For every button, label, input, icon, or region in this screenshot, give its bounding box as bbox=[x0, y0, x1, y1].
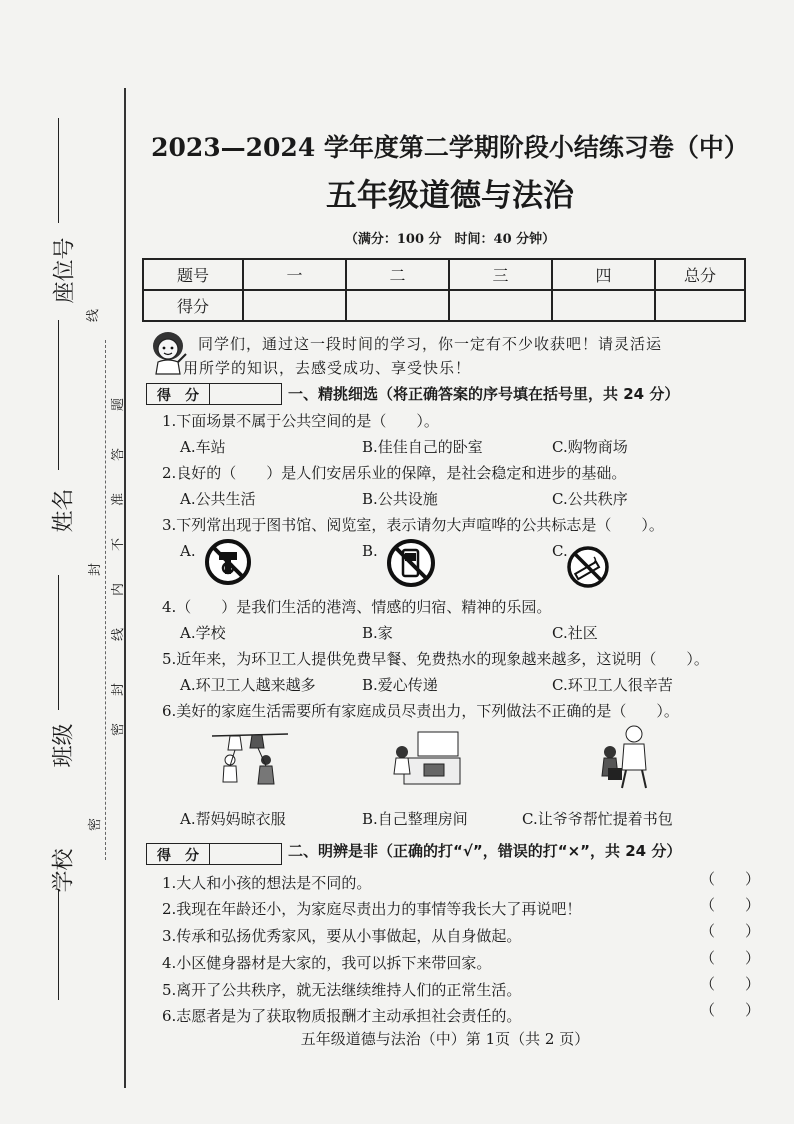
option-1b[interactable]: B.佳佳自己的卧室 bbox=[362, 438, 483, 456]
score-input-cell[interactable] bbox=[243, 290, 346, 321]
score-table-cell: 二 bbox=[346, 259, 449, 290]
seal-char: 准 bbox=[111, 492, 127, 507]
question-5: 5.近年来，为环卫工人提供免费早餐、免费热水的现象越来越多，这说明（ ）。 bbox=[162, 650, 709, 668]
intro-line: 同学们，通过这一段时间的学习，你一定有不少收获吧！请灵活运 bbox=[198, 335, 663, 353]
name-blank bbox=[58, 320, 59, 470]
school-label: 学校 bbox=[51, 848, 77, 893]
score-table bbox=[142, 258, 746, 322]
option-3a[interactable]: A. bbox=[180, 542, 196, 560]
exam-meta: （满分：100 分 时间：40 分钟） bbox=[344, 232, 556, 247]
intro-text bbox=[183, 332, 758, 380]
tidying-room-illustration[interactable] bbox=[388, 728, 464, 798]
answer-paren-2[interactable]: （ ） bbox=[700, 896, 761, 914]
seat-number-blank bbox=[58, 118, 59, 223]
grandpa-carrying-bag-illustration[interactable] bbox=[594, 722, 660, 796]
option-5b[interactable]: B.爱心传递 bbox=[362, 676, 438, 694]
judge-item-1: 1.大人和小孩的想法是不同的。 bbox=[162, 874, 372, 892]
seal-char: 封 bbox=[88, 562, 104, 577]
option-3b[interactable]: B. bbox=[362, 542, 378, 560]
seal-char: 线 bbox=[86, 308, 102, 323]
score-table-score-row bbox=[143, 290, 745, 321]
binding-line-dashed bbox=[105, 340, 106, 860]
page-footer: 五年级道德与法治（中）第 1页（共 2 页） bbox=[300, 1030, 590, 1048]
judge-item-2: 2.我现在年龄还小，为家庭尽责出力的事情等我长大了再说吧！ bbox=[162, 900, 582, 918]
answer-paren-5[interactable]: （ ） bbox=[700, 975, 761, 993]
judge-item-6: 6.志愿者是为了获取物质报酬才主动承担社会责任的。 bbox=[162, 1007, 522, 1025]
score-table-cell: 得分 bbox=[143, 290, 243, 321]
option-2b[interactable]: B.公共设施 bbox=[362, 490, 438, 508]
option-4a[interactable]: A.学校 bbox=[180, 624, 226, 642]
class-label: 班级 bbox=[51, 723, 77, 768]
option-4b[interactable]: B.家 bbox=[362, 624, 393, 642]
question-4: 4.（ ）是我们生活的港湾、情感的归宿、精神的乐园。 bbox=[162, 598, 552, 616]
score-table-cell: 一 bbox=[243, 259, 346, 290]
answer-paren-6[interactable]: （ ） bbox=[700, 1001, 761, 1019]
judge-item-4: 4.小区健身器材是大家的，我可以拆下来带回家。 bbox=[162, 954, 492, 972]
no-smoking-sign-icon[interactable] bbox=[566, 545, 610, 593]
no-phone-calling-sign-icon[interactable] bbox=[204, 538, 252, 590]
hanging-clothes-illustration[interactable] bbox=[210, 730, 290, 794]
score-input-cell[interactable] bbox=[449, 290, 552, 321]
option-5c[interactable]: C.环卫工人很辛苦 bbox=[552, 676, 673, 694]
question-6: 6.美好的家庭生活需要所有家庭成员尽责出力，下列做法不正确的是（ ）。 bbox=[162, 702, 679, 720]
class-blank bbox=[58, 575, 59, 710]
seat-number-label: 座位号 bbox=[52, 237, 78, 304]
score-table-cell: 总分 bbox=[655, 259, 745, 290]
intro-line: 用所学的知识，去感受成功、享受快乐！ bbox=[183, 359, 472, 377]
answer-paren-4[interactable]: （ ） bbox=[700, 949, 761, 967]
name-label: 姓名 bbox=[51, 488, 77, 533]
question-1: 1.下面场景不属于公共空间的是（ ）。 bbox=[162, 412, 439, 430]
score-input-cell[interactable] bbox=[552, 290, 655, 321]
score-table-cell: 三 bbox=[449, 259, 552, 290]
seal-char: 题 bbox=[111, 397, 127, 412]
option-6c[interactable]: C.让爷爷帮忙提着书包 bbox=[522, 810, 673, 828]
option-5a[interactable]: A.环卫工人越来越多 bbox=[180, 676, 316, 694]
school-blank bbox=[58, 890, 59, 1000]
option-6b[interactable]: B.自己整理房间 bbox=[362, 810, 468, 828]
option-1a[interactable]: A.车站 bbox=[180, 438, 226, 456]
seal-char: 密 bbox=[88, 817, 104, 832]
seal-char: 封 bbox=[111, 682, 127, 697]
option-2c[interactable]: C.公共秩序 bbox=[552, 490, 628, 508]
option-2a[interactable]: A.公共生活 bbox=[180, 490, 256, 508]
section2-title: 二、明辨是非（正确的打“√”，错误的打“×”，共 24 分） bbox=[288, 842, 682, 860]
section2-score-box[interactable] bbox=[146, 843, 282, 865]
seal-char: 密 bbox=[111, 722, 127, 737]
seal-char: 线 bbox=[111, 627, 127, 642]
judge-item-3: 3.传承和弘扬优秀家风，要从小事做起，从自身做起。 bbox=[162, 927, 522, 945]
section1-title: 一、精挑细选（将正确答案的序号填在括号里，共 24 分） bbox=[288, 385, 680, 403]
seal-char: 不 bbox=[111, 537, 127, 552]
score-box-label: 得 分 bbox=[157, 848, 199, 864]
score-input-cell[interactable] bbox=[346, 290, 449, 321]
answer-paren-1[interactable]: （ ） bbox=[700, 870, 761, 888]
seal-char: 内 bbox=[111, 582, 127, 597]
answer-paren-3[interactable]: （ ） bbox=[700, 922, 761, 940]
option-4c[interactable]: C.社区 bbox=[552, 624, 598, 642]
question-2: 2.良好的（ ）是人们安居乐业的保障，是社会稳定和进步的基础。 bbox=[162, 464, 627, 482]
score-table-header-row bbox=[143, 259, 745, 290]
question-3: 3.下列常出现于图书馆、阅览室，表示请勿大声喧哗的公共标志是（ ）。 bbox=[162, 516, 664, 534]
score-input-cell[interactable] bbox=[655, 290, 745, 321]
score-table-cell: 题号 bbox=[143, 259, 243, 290]
score-table-cell: 四 bbox=[552, 259, 655, 290]
no-phone-sign-icon[interactable] bbox=[386, 538, 436, 592]
section1-score-box[interactable] bbox=[146, 383, 282, 405]
option-6a[interactable]: A.帮妈妈晾衣服 bbox=[180, 810, 286, 828]
score-box-label: 得 分 bbox=[157, 388, 199, 404]
seal-char: 答 bbox=[111, 447, 127, 462]
option-1c[interactable]: C.购物商场 bbox=[552, 438, 628, 456]
judge-item-5: 5.离开了公共秩序，就无法继续维持人们的正常生活。 bbox=[162, 981, 522, 999]
exam-title: 2023—2024 学年度第二学期阶段小结练习卷（中） bbox=[151, 133, 749, 162]
option-3c[interactable]: C. bbox=[552, 542, 568, 560]
subject-title: 五年级道德与法治 bbox=[326, 178, 574, 214]
